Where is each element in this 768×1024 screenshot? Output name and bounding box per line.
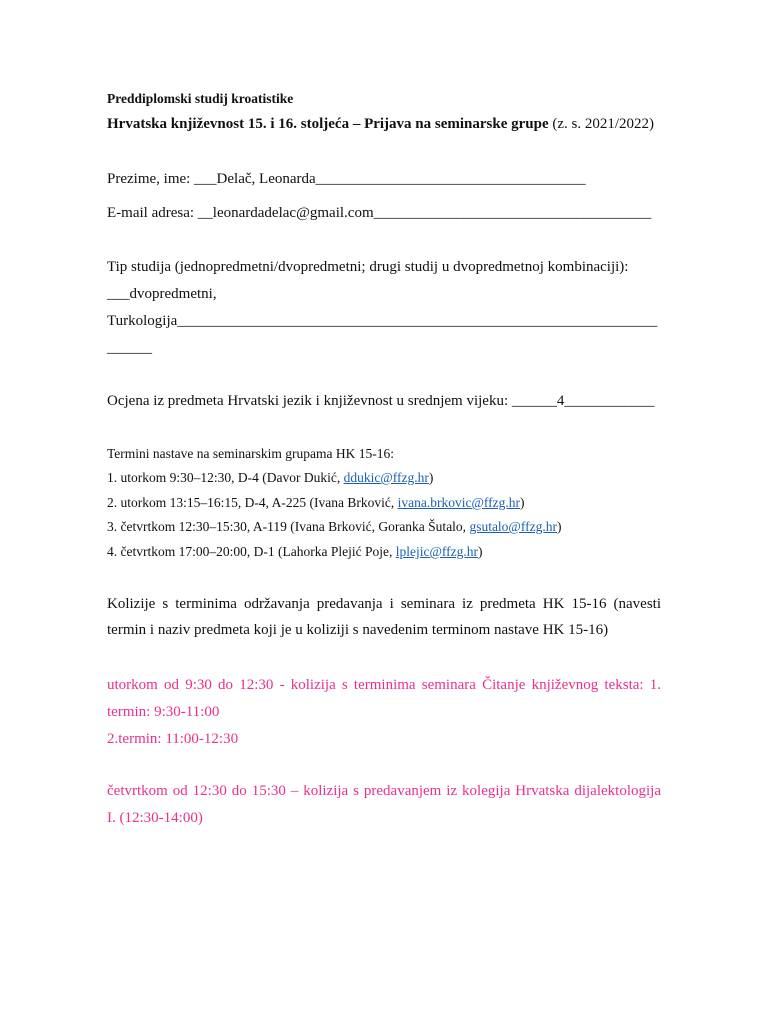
schedule-item-text: 2. utorkom 13:15–16:15, D-4, A-225 (Ivana Brković,: [107, 495, 398, 510]
program-heading: Preddiplomski studij kroatistike: [107, 91, 294, 106]
collision-intro-line-1: Kolizije s terminima održavanja predavanja i seminara iz predmeta HK 15-16 (navesti: [107, 596, 661, 612]
collision-answer-1-line-2: termin: 9:30-11:00: [107, 704, 220, 720]
collision-intro-line-2: termin i naziv predmeta koji je u koliziji s navedenim terminom nastave HK 15-16): [107, 622, 609, 638]
email-link[interactable]: gsutalo@ffzg.hr: [469, 519, 557, 534]
schedule-item-close: ): [556, 519, 562, 534]
name-field: Prezime, ime: ___Delač, Leonarda____________________________________: [107, 171, 586, 187]
second-study-field: Turkologija________________________________________________________________: [107, 313, 658, 329]
email-field: E-mail adresa: __leonardadelac@gmail.com_____________________________________: [107, 205, 652, 221]
schedule-item: [107, 519, 561, 535]
schedule-item-close: ): [519, 495, 525, 510]
study-type-value: ___dvopredmetni,: [107, 286, 217, 302]
collision-answer-2-line-1: četvrtkom od 12:30 do 15:30 – kolizija s predavanjem iz kolegija Hrvatska dijalektologija: [107, 783, 661, 799]
email-link[interactable]: lplejic@ffzg.hr: [395, 544, 478, 559]
collision-answer-2-line-2: I. (12:30-14:00): [107, 810, 203, 826]
email-link[interactable]: ivana.brkovic@ffzg.hr: [397, 495, 520, 510]
email-link[interactable]: ddukic@ffzg.hr: [343, 470, 429, 485]
collision-answer-1-line-1: utorkom od 9:30 do 12:30 - kolizija s terminima seminara Čitanje književnog teksta: 1.: [107, 677, 661, 693]
schedule-item: [107, 470, 433, 486]
schedule-item: [107, 495, 524, 511]
document-title: [107, 116, 654, 133]
title-text: Hrvatska književnost 15. i 16. stoljeća – Prijava na seminarske grupe: [107, 116, 549, 132]
schedule-item-close: ): [477, 544, 483, 559]
collision-answer-1-line-3: 2.termin: 11:00-12:30: [107, 731, 239, 747]
schedule-item-text: 3. četvrtkom 12:30–15:30, A-119 (Ivana Brković, Goranka Šutalo,: [107, 519, 470, 534]
schedule-item-text: 4. četvrtkom 17:00–20:00, D-1 (Lahorka Plejić Poje,: [107, 544, 396, 559]
schedule-heading: Termini nastave na seminarskim grupama HK 15-16:: [107, 446, 394, 461]
study-type-label: Tip studija (jednopredmetni/dvopredmetni; drugi studij u dvopredmetnoj kombinaciji):: [107, 259, 629, 275]
title-year: (z. s. 2021/2022): [548, 116, 655, 132]
second-study-continuation: ______: [107, 340, 152, 356]
schedule-item-close: ): [428, 470, 434, 485]
schedule-item: [107, 544, 482, 560]
schedule-item-text: 1. utorkom 9:30–12:30, D-4 (Davor Dukić,: [107, 470, 344, 485]
grade-field: Ocjena iz predmeta Hrvatski jezik i književnost u srednjem vijeku: ______4____________: [107, 393, 655, 409]
